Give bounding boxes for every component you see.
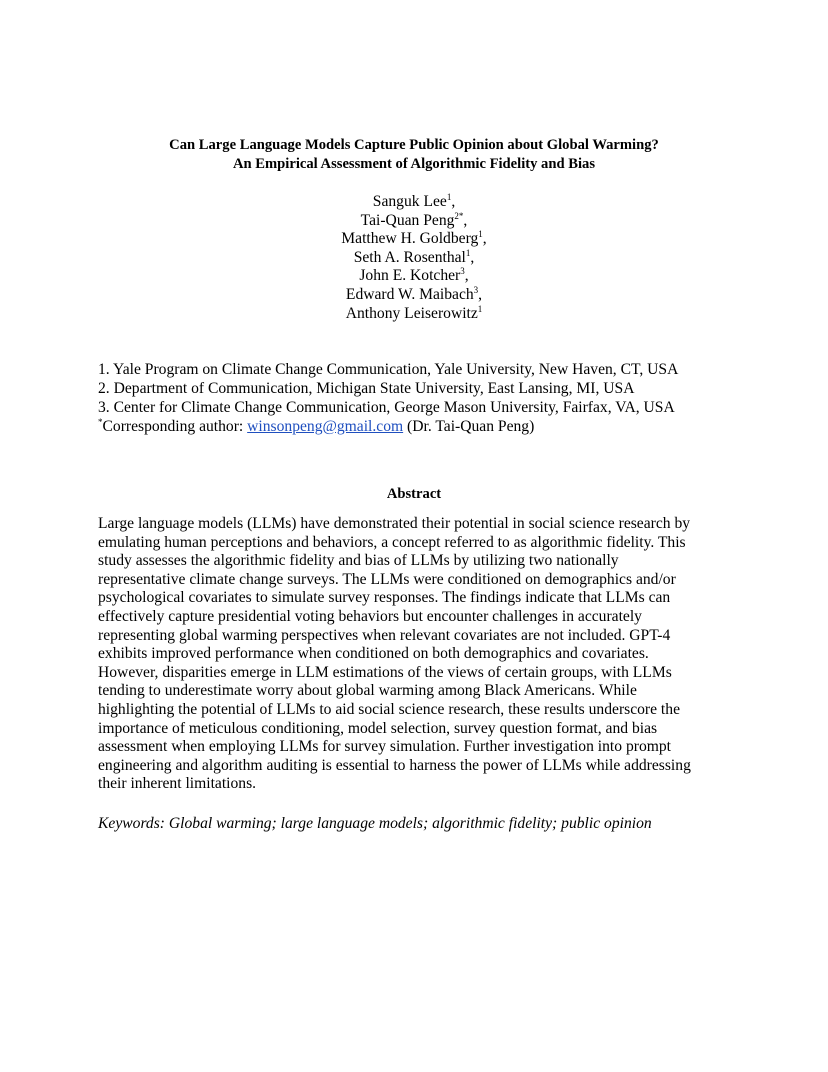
abstract-line: emulating human perceptions and behaviors, a concept referred to as algorithmic fidelity. This <box>98 533 686 551</box>
corresponding-label: Corresponding author: <box>102 418 248 435</box>
author-name: Matthew H. Goldberg <box>341 230 479 248</box>
author <box>0 286 828 305</box>
abstract-line: exhibits improved performance when conditioned on both demographics and covariates. <box>98 645 649 663</box>
author <box>0 212 828 231</box>
author-affiliation-marker: 3 <box>473 284 479 295</box>
author-name: Tai-Quan Peng <box>360 211 455 229</box>
abstract-line: effectively capture presidential voting behaviors but encounter challenges in accurately <box>98 607 642 625</box>
keywords: Keywords: Global warming; large language models; algorithmic fidelity; public opinion <box>98 815 652 832</box>
abstract-heading: Abstract <box>386 486 442 502</box>
author-name: Seth A. Rosenthal <box>353 248 466 266</box>
author-affiliation-marker: 1 <box>465 247 471 258</box>
title-line-1: Can Large Language Models Capture Public Opinion about Global Warming? <box>169 137 659 153</box>
title-line-2: An Empirical Assessment of Algorithmic Fidelity and Bias <box>232 156 595 172</box>
abstract-body <box>98 515 738 794</box>
author <box>0 249 828 268</box>
author-name: John E. Kotcher <box>359 267 461 285</box>
author-affiliation-marker: 2* <box>454 210 464 221</box>
author-affiliation-marker: 3 <box>460 266 465 277</box>
corresponding-name: (Dr. Tai-Quan Peng) <box>403 418 535 435</box>
abstract-line: representing global warming perspectives when relevant covariates are not included. GPT-4 <box>98 626 671 644</box>
author-name: Edward W. Maibach <box>345 285 474 303</box>
abstract-line: assessment when employing LLMs for survey simulation. Further investigation into prompt <box>98 738 672 756</box>
author-affiliation-marker: 1 <box>446 192 452 202</box>
author-separator: , <box>451 193 456 210</box>
affiliation: 2. Department of Communication, Michigan State University, East Lansing, MI, USA <box>98 380 635 397</box>
abstract-line: highlighting the potential of LLMs to aid social science research, these results underscore the <box>98 700 680 718</box>
abstract-line: their inherent limitations. <box>98 775 257 793</box>
abstract-line: engineering and algorithm auditing is essential to harness the power of LLMs while addressing <box>98 756 691 774</box>
author-separator: , <box>463 211 468 229</box>
author-name: Anthony Leiserowitz <box>345 304 478 322</box>
author-affiliation-marker: 1 <box>478 229 483 240</box>
author-list <box>0 193 828 323</box>
author-separator: , <box>464 267 469 285</box>
author <box>0 230 828 249</box>
author <box>0 267 828 286</box>
author <box>0 305 828 324</box>
affiliation: 3. Center for Climate Change Communication, George Mason University, Fairfax, VA, USA <box>98 399 675 416</box>
abstract-line: psychological covariates to simulate survey responses. The findings indicate that LLMs can <box>98 589 671 607</box>
abstract-line: tending to underestimate worry about global warming among Black Americans. While <box>98 682 637 700</box>
author-separator: , <box>470 248 475 266</box>
author <box>0 193 828 212</box>
affiliation: 1. Yale Program on Climate Change Communication, Yale University, New Haven, CT, USA <box>98 361 679 378</box>
abstract-line: representative climate change surveys. The LLMs were conditioned on demographics and/or <box>98 570 676 588</box>
author-name: Sanguk Lee <box>372 193 447 210</box>
author-separator: , <box>482 230 487 248</box>
abstract-line: study assesses the algorithmic fidelity and bias of LLMs by utilizing two nationally <box>98 552 619 570</box>
author-affiliation-marker: 1 <box>477 303 483 314</box>
paper-title <box>0 136 828 174</box>
affiliation-list <box>98 360 738 436</box>
abstract-line: importance of meticulous conditioning, model selection, survey question format, and bias <box>98 719 658 737</box>
corresponding-marker: * <box>98 417 103 427</box>
author-separator: , <box>478 285 483 303</box>
corresponding-email-link[interactable]: winsonpeng@gmail.com <box>247 418 404 435</box>
abstract-line: Large language models (LLMs) have demonstrated their potential in social science research by <box>98 515 691 532</box>
abstract-line: However, disparities emerge in LLM estimations of the views of certain groups, with LLMs <box>98 663 672 681</box>
corresponding-author <box>98 417 738 436</box>
